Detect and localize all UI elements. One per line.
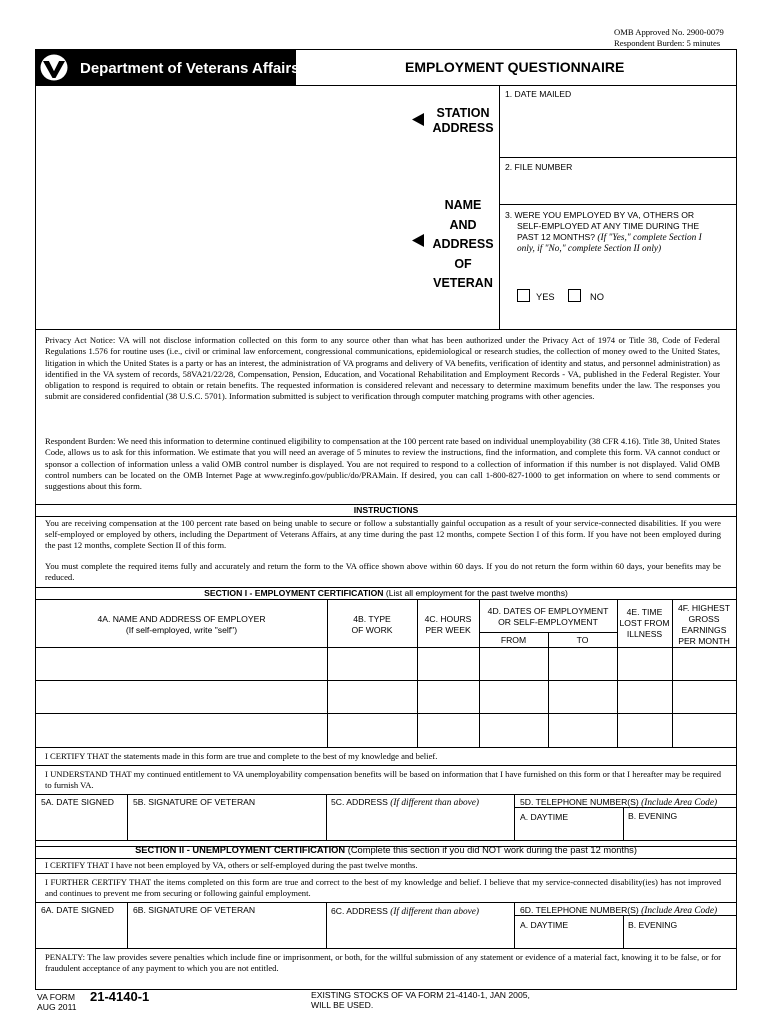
form-title: EMPLOYMENT QUESTIONNAIRE xyxy=(405,59,625,75)
rule xyxy=(326,902,327,948)
col-4a-header xyxy=(36,614,327,636)
col-4b-line1: 4B. TYPE xyxy=(353,614,391,624)
rule xyxy=(499,157,736,158)
instructions-para1: You are receiving compensation at the 100 percent rate based on being unable to secure or follow a substantially gainful occupation as a result of your service-connected disabilities. If you were self-employed or employed by others, including the Department of Veterans Affairs, at any time during the past 12 months, compete Section I of this form. If you have not been employed during the past 12 months, complete Section II of this form. xyxy=(45,518,721,550)
col-4f-line2: GROSS xyxy=(688,614,720,624)
respondent-burden: Respondent Burden: We need this information to determine continued eligibility to compensation at the 100 percent rate based on individual unemployability (38 CFR 4.16). Title 38, United States Code, allows us to ask for this information. We estimate that you will need an average of 5 minutes to review the instructions, find the information, and complete this form. VA cannot conduct or sponsor a collection of information unless a valid OMB control number is displayed. You are not required to respond to a collection of information if this number is not displayed. Valid OMB control numbers can be located on the OMB Internet Page at www.reginfo.gov/public/do/PRAMain. If desired, you can call 1-800-827-1000 to get information on where to send comments or suggestions about this form. xyxy=(45,436,720,492)
yes-checkbox[interactable] xyxy=(517,289,530,302)
col-4f-line4: PER MONTH xyxy=(678,636,730,646)
6d-daytime-input[interactable] xyxy=(518,932,620,946)
table-row[interactable] xyxy=(37,648,735,679)
footer-form-number: 21-4140-1 xyxy=(90,989,150,1004)
rule xyxy=(127,794,128,840)
rule xyxy=(499,204,736,205)
col-4a-line2: (If self-employed, write "self") xyxy=(125,625,238,635)
arrow-left-icon xyxy=(412,113,424,126)
col-4d-from: FROM xyxy=(500,635,527,645)
rule xyxy=(36,902,736,903)
q3-line3 xyxy=(505,232,702,244)
name-line3: ADDRESS xyxy=(432,237,494,251)
q3-instruction: (If "Yes," complete Section I xyxy=(597,233,702,243)
section1-subtitle: (List all employment for the past twelve months) xyxy=(385,588,568,598)
section2-subtitle: (Complete this section if you did NOT work during the past 12 months) xyxy=(347,845,637,855)
footer-va-form-label: VA FORM xyxy=(37,992,76,1002)
5a-date-signed-input[interactable] xyxy=(40,809,124,837)
rule xyxy=(36,599,736,600)
6d-telephone-note: (Include Area Code) xyxy=(641,906,718,916)
name-line4: OF xyxy=(454,256,472,271)
name-line1: NAME xyxy=(444,198,482,212)
5d-daytime-label: A. DAYTIME xyxy=(520,812,569,822)
footer-stock-line1: EXISTING STOCKS OF VA FORM 21-4140-1, JAN 2005, xyxy=(311,990,530,1000)
col-4c-line2: PER WEEK xyxy=(425,625,471,635)
5c-address-text: 5C. ADDRESS xyxy=(331,797,388,807)
col-4b-header xyxy=(327,614,417,636)
rule xyxy=(36,840,736,841)
rule xyxy=(514,794,515,840)
rule xyxy=(36,765,736,766)
penalty-notice: PENALTY: The law provides severe penalties which include fine or imprisonment, or both, for the willful submission of any statement or evidence of a material fact, knowing it to be false, or for fraudulent acceptance of any payment to which you are not entitled. xyxy=(45,952,721,973)
5a-date-signed-label: 5A. DATE SIGNED xyxy=(41,797,114,807)
rule xyxy=(36,329,736,330)
col-4d-header xyxy=(479,606,617,628)
footer-stock-line2: WILL BE USED. xyxy=(311,1000,374,1010)
date-mailed-label: 1. DATE MAILED xyxy=(505,89,572,99)
5d-telephone-note: (Include Area Code) xyxy=(641,798,718,808)
veteran-name-address-input[interactable] xyxy=(40,190,405,320)
q3-line1: 3. WERE YOU EMPLOYED BY VA, OTHERS OR xyxy=(505,210,695,220)
name-line2: AND xyxy=(449,217,477,232)
6c-address-input[interactable] xyxy=(330,917,511,945)
station-line1: STATION xyxy=(436,106,490,120)
va-logo-icon xyxy=(40,54,68,81)
5d-telephone-label xyxy=(520,797,717,808)
question-3 xyxy=(505,210,702,255)
rule xyxy=(326,794,327,840)
rule xyxy=(36,85,736,86)
6d-evening-label: B. EVENING xyxy=(628,920,678,930)
6a-date-signed-label: 6A. DATE SIGNED xyxy=(41,905,114,915)
no-checkbox[interactable] xyxy=(568,289,581,302)
section1-understand: I UNDERSTAND THAT my continued entitlement to VA unemployability compensation benefits will be based on information that I have furnished on this form or that I hereafter may be required to furnish VA. xyxy=(45,769,721,790)
instructions-heading: INSTRUCTIONS xyxy=(353,505,419,515)
col-4c-header xyxy=(417,614,479,636)
6d-daytime-label: A. DAYTIME xyxy=(520,920,569,930)
col-4d-line1: 4D. DATES OF EMPLOYMENT xyxy=(487,606,609,616)
q3-line2: SELF-EMPLOYED AT ANY TIME DURING THE xyxy=(517,221,700,231)
omb-burden: Respondent Burden: 5 minutes xyxy=(614,37,721,48)
agency-header xyxy=(36,50,300,85)
rule xyxy=(36,516,736,517)
col-4e-line2: LOST FROM xyxy=(619,618,670,628)
col-4b-line2: OF WORK xyxy=(351,625,393,635)
section1-heading xyxy=(36,588,736,598)
section2-title: SECTION II - UNEMPLOYMENT CERTIFICATION xyxy=(135,845,346,855)
footer-form-date: AUG 2011 xyxy=(37,1002,77,1012)
table-row[interactable] xyxy=(37,714,735,746)
6d-telephone-text: 6D. TELEPHONE NUMBER(S) xyxy=(520,905,639,915)
date-mailed-input[interactable] xyxy=(505,102,730,152)
col-4a-line1: 4A. NAME AND ADDRESS OF EMPLOYER xyxy=(97,614,266,624)
file-number-label: 2. FILE NUMBER xyxy=(505,162,573,172)
no-label: NO xyxy=(590,292,604,302)
q3-question: PAST 12 MONTHS? xyxy=(517,232,596,242)
rule xyxy=(623,807,624,840)
col-4f-header xyxy=(672,603,736,647)
yes-label: YES xyxy=(536,292,555,302)
rule xyxy=(36,873,736,874)
name-line5: VETERAN xyxy=(433,276,493,290)
rule xyxy=(479,632,617,633)
5d-daytime-input[interactable] xyxy=(518,824,620,838)
col-4d-to: TO xyxy=(576,635,589,645)
veteran-name-address-label xyxy=(428,196,498,294)
5d-telephone-text: 5D. TELEPHONE NUMBER(S) xyxy=(520,797,639,807)
5c-address-note: (If different than above) xyxy=(390,798,479,808)
section2-further-certify: I FURTHER CERTIFY THAT the items completed on this form are true and correct to the best of my knowledge and belief. I believe that my service-connected disability(ies) has not improved and continues to prevent me from securing or following gainful employment. xyxy=(45,877,721,898)
5c-address-input[interactable] xyxy=(330,809,511,837)
5c-address-label xyxy=(331,797,479,808)
col-4f-line1: 4F. HIGHEST xyxy=(677,603,731,613)
6d-telephone-label xyxy=(520,905,717,916)
rule xyxy=(36,858,736,859)
rule xyxy=(514,902,515,948)
file-number-input[interactable] xyxy=(505,175,730,201)
rule xyxy=(623,915,624,948)
5b-signature-input[interactable] xyxy=(131,809,323,837)
station-line2: ADDRESS xyxy=(432,121,494,135)
5d-evening-input[interactable] xyxy=(627,824,733,838)
agency-name: Department of Veterans Affairs xyxy=(80,60,300,77)
6a-date-signed-input[interactable] xyxy=(40,917,124,945)
5b-signature-label: 5B. SIGNATURE OF VETERAN xyxy=(133,797,256,807)
omb-approval xyxy=(614,27,724,48)
section2-certify: I CERTIFY THAT I have not been employed by VA, others or self-employed during the past twelve months. xyxy=(45,860,418,870)
col-4e-header xyxy=(617,607,672,640)
footer-va-form xyxy=(37,992,77,1012)
col-4c-line1: 4C. HOURS xyxy=(424,614,472,624)
arrow-left-icon xyxy=(412,234,424,247)
6c-address-text: 6C. ADDRESS xyxy=(331,906,388,916)
col-4e-line3: ILLNESS xyxy=(626,629,663,639)
q3-line4: only, if "No," complete Section II only) xyxy=(517,244,662,254)
6b-signature-label: 6B. SIGNATURE OF VETERAN xyxy=(133,905,256,915)
rule xyxy=(127,902,128,948)
privacy-act-notice: Privacy Act Notice: VA will not disclose information collected on this form to any source other than what has been authorized under the Privacy Act of 1974 or Title 38, Code of Federal Regulations 1.576 for routine uses (i.e., civil or criminal law enforcement, congressional communications, epidemiological or research studies, the collection of money owed to the United States, litigation in which the United States is a party or has an interest, the administration of VA programs and delivery of VA benefits, verification of identity and status, and personnel administration) as identified in the VA system of records, 58VA21/22/28, Compensation, Pension, Education, and Vocational Rehabilitation and Employment Records - VA, published in the Federal Register. Your obligation to respond is required to obtain or retain benefits. The requested information is considered relevant and necessary to determine maximum benefits under the law. The responses you submit are considered confidential (38 U.S.C. 5701). Information submitted is subject to verification through computer matching programs with other agencies. xyxy=(45,335,720,402)
col-4e-line1: 4E. TIME xyxy=(626,607,663,617)
rule xyxy=(36,948,736,949)
col-4f-line3: EARNINGS xyxy=(681,625,727,635)
section1-certify: I CERTIFY THAT the statements made in this form are true and complete to the best of my knowledge and belief. xyxy=(45,751,438,761)
section2-heading xyxy=(36,845,736,855)
table-row[interactable] xyxy=(37,681,735,712)
rule xyxy=(36,747,736,748)
station-address-input[interactable] xyxy=(40,90,405,180)
6c-address-note: (If different than above) xyxy=(390,907,479,917)
instructions-para2: You must complete the required items fully and accurately and return the form to the VA office shown above within 60 days. If you do not return the form within 60 days, your benefits may be reduced. xyxy=(45,561,721,582)
col-4d-line2: OR SELF-EMPLOYMENT xyxy=(498,617,598,627)
5d-evening-label: B. EVENING xyxy=(628,811,678,821)
omb-number: OMB Approved No. 2900-0079 xyxy=(614,27,724,37)
rule xyxy=(499,85,500,329)
6d-evening-input[interactable] xyxy=(627,932,733,946)
footer-stock-notice xyxy=(311,990,530,1010)
section1-title: SECTION I - EMPLOYMENT CERTIFICATION xyxy=(204,588,384,598)
rule xyxy=(36,794,736,795)
6b-signature-input[interactable] xyxy=(131,917,323,945)
6c-address-label xyxy=(331,906,479,917)
station-address-label xyxy=(430,106,496,136)
